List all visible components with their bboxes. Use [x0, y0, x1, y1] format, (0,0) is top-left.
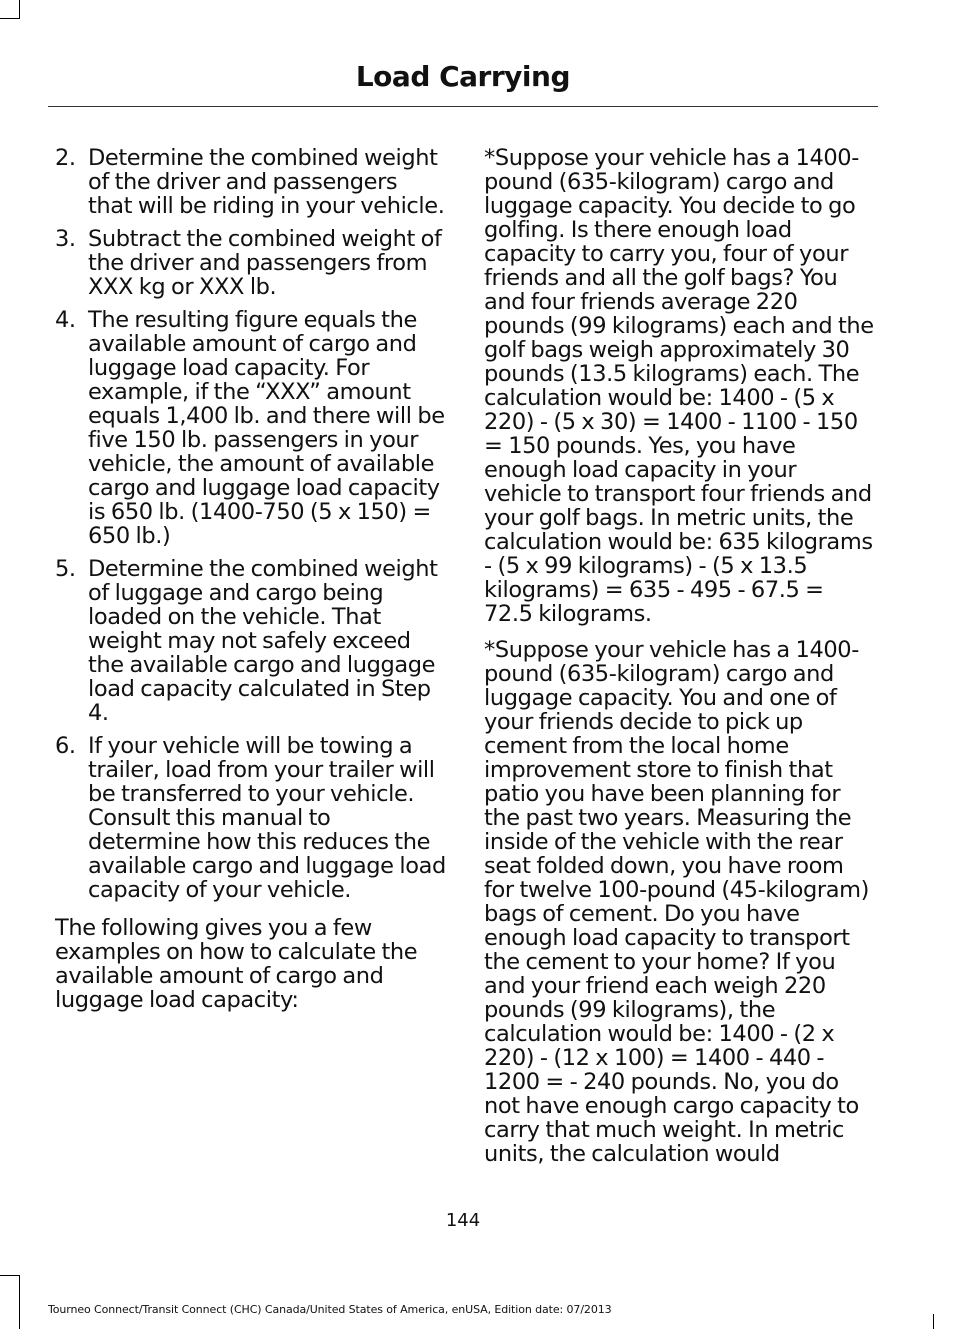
step-text: If your vehicle will be towing a trailer, load from your trailer will be transferred to your vehicle. Consult this manual to determine how this reduces the available cargo and luggage load capacity of your vehicle. — [88, 733, 446, 903]
step-number: 5. — [55, 556, 76, 582]
crop-mark — [0, 18, 19, 19]
list-item — [55, 308, 447, 548]
step-number: 4. — [55, 307, 76, 333]
list-item — [55, 227, 447, 299]
step-text: Subtract the combined weight of the driver and passengers from XXX kg or XXX lb. — [88, 226, 442, 300]
crop-mark — [19, 0, 20, 19]
crop-mark — [0, 1275, 19, 1276]
list-item — [55, 146, 447, 218]
crop-mark — [19, 1275, 20, 1329]
crop-mark — [933, 1314, 934, 1329]
step-number: 2. — [55, 145, 76, 171]
step-text: Determine the combined weight of luggage and cargo being loaded on the vehicle. That weight may not safely exceed the available cargo and luggage load capacity calculated in Step 4. — [88, 556, 438, 726]
step-text: Determine the combined weight of the driver and passengers that will be riding in your vehicle. — [88, 145, 445, 219]
step-number: 3. — [55, 226, 76, 252]
header-rule — [48, 106, 878, 107]
footer: Tourneo Connect/Transit Connect (CHC) Canada/United States of America, enUSA, Edition date: 07/2013 — [48, 1303, 612, 1316]
right-column — [484, 146, 876, 1178]
step-number: 6. — [55, 733, 76, 759]
left-column — [55, 146, 447, 1024]
page-title: Load Carrying — [355, 60, 570, 93]
page-number: 144 — [445, 1210, 481, 1231]
list-item — [55, 734, 447, 902]
paragraph: *Suppose your vehicle has a 1400-pound (635-kilogram) cargo and luggage capacity. You decide to go golfing. Is there enough load capacity to carry you, four of your friends and all the golf bags? You and four friends average 220 pounds (99 kilograms) each and the golf bags weigh approximately 30 pounds (13.5 kilograms) each. The calculation would be: 1400 - (5 x 220) - (5 x 30) = 1400 - 1100 - 150 = 150 pounds. Yes, you have enough load capacity in your vehicle to transport four friends and your golf bags. In metric units, the calculation would be: 635 kilograms - (5 x 99 kilograms) - (5 x 13.5 kilograms) = 635 - 495 - 67.5 = 72.5 kilograms. — [484, 145, 874, 627]
list-item — [55, 557, 447, 725]
paragraph: The following gives you a few examples on how to calculate the available amount of cargo and luggage load capacity: — [55, 915, 418, 1013]
step-text: The resulting figure equals the available amount of cargo and luggage load capacity. For example, if the “XXX” amount equals 1,400 lb. and there will be five 150 lb. passengers in your vehicle, the amount of available cargo and luggage load capacity is 650 lb. (1400-750 (5 x 150) = 650 lb.) — [88, 307, 445, 549]
paragraph: *Suppose your vehicle has a 1400-pound (635-kilogram) cargo and luggage capacity. You and one of your friends decide to pick up cement from the local home improvement store to finish that patio you have been planning for the past two years. Measuring the inside of the vehicle with the rear seat folded down, you have room for twelve 100-pound (45-kilogram) bags of cement. Do you have enough load capacity to transport the cement to your home? If you and your friend each weigh 220 pounds (99 kilograms), the calculation would be: 1400 - (2 x 220) - (12 x 100) = 1400 - 440 - 1200 = - 240 pounds. No, you do not have enough cargo capacity to carry that much weight. In metric units, the calculation would — [484, 637, 870, 1167]
